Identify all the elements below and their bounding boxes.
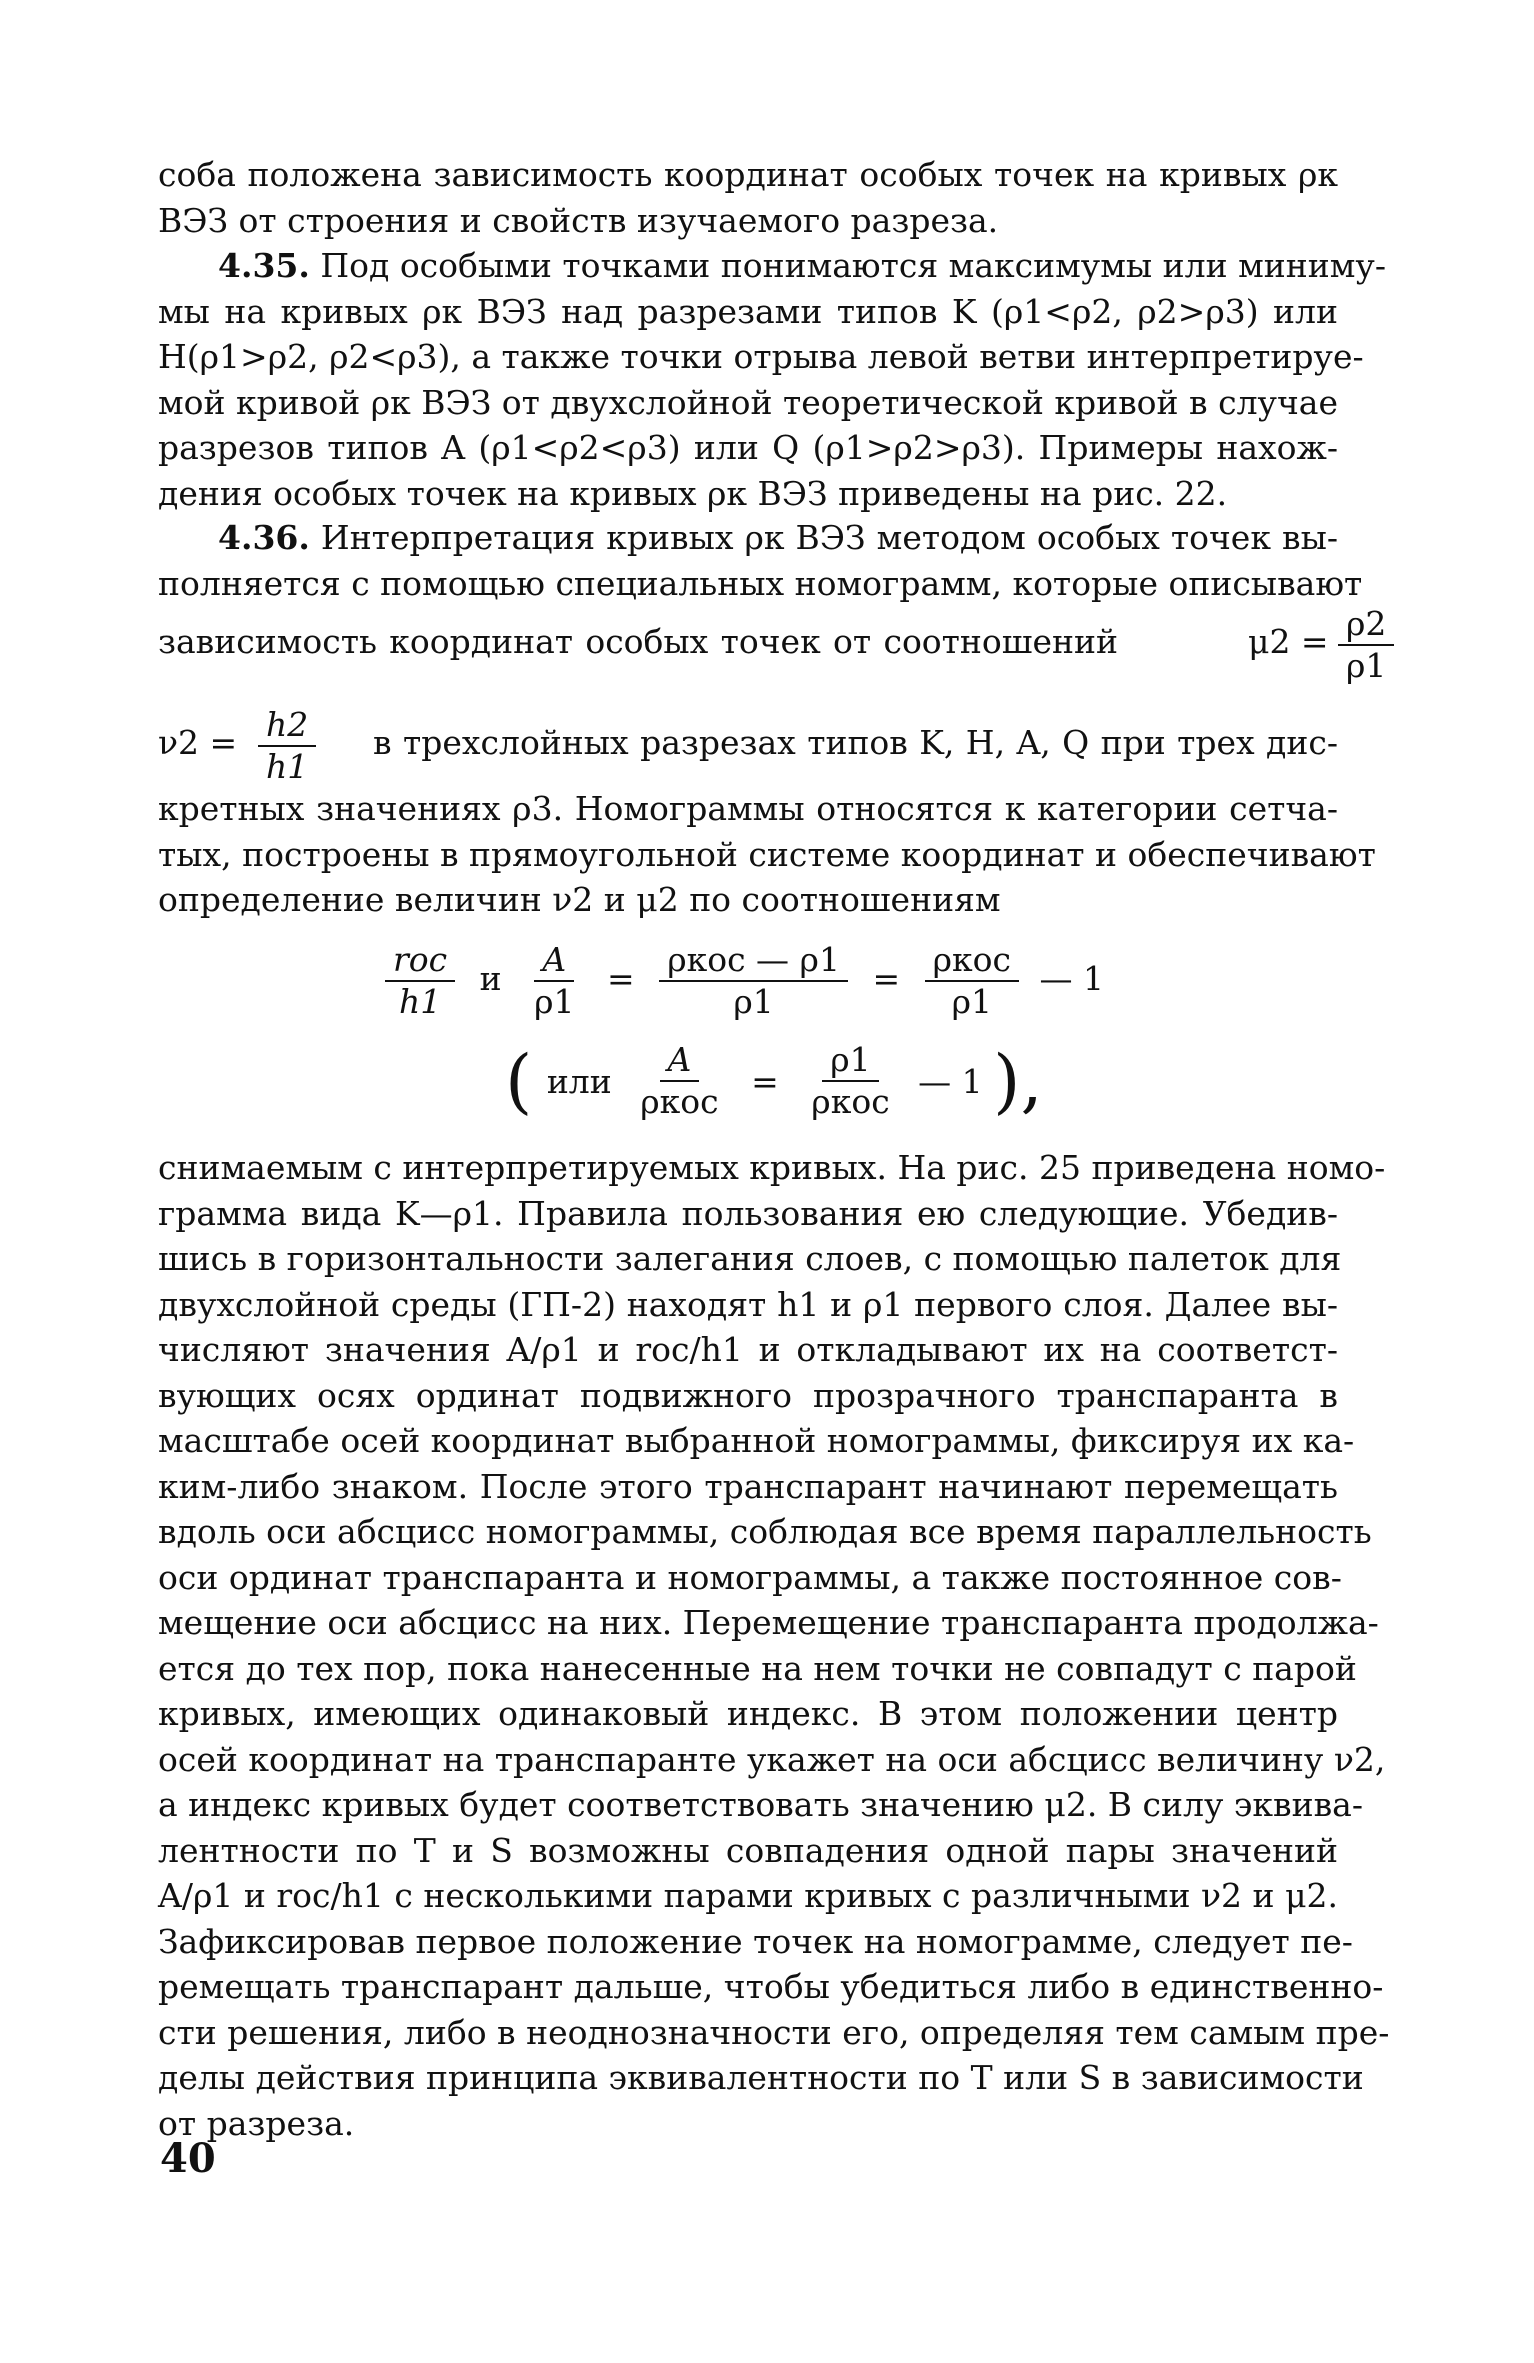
- formula-alternative: [505, 1040, 1043, 1122]
- fraction-a-over-rho: [526, 940, 582, 1022]
- text-line: тых, построены в прямоугольной системе координат и обеспечивают: [158, 834, 1376, 874]
- fraction-numerator: A: [660, 1040, 700, 1082]
- fraction-denominator: ρ1: [951, 982, 992, 1021]
- formula-tail: — 1: [1039, 959, 1104, 998]
- fraction-numerator: A: [534, 940, 574, 982]
- text-line-content: Интерпретация кривых ρк ВЭЗ методом особых точек вы-: [309, 518, 1338, 557]
- fraction-numerator: ρкос: [925, 940, 1019, 982]
- text-line: полняется с помощью специальных номограмм, которые описывают: [158, 563, 1363, 603]
- fraction-a-over-rho-kos: [632, 1040, 726, 1122]
- equals-sign: =: [607, 959, 635, 998]
- equals-sign: =: [872, 959, 901, 998]
- text-line: числяют значения A/ρ1 и rос/h1 и откладывают их на соответст-: [158, 1330, 1338, 1369]
- nu2-label: ν2 =: [158, 723, 238, 762]
- close-paren: ),: [993, 1040, 1043, 1122]
- text-line: шись в горизонтальности залегания слоев, с помощью палеток для: [158, 1239, 1342, 1278]
- fraction-denominator: h1: [398, 982, 442, 1021]
- text-line: определение величин ν2 и μ2 по соотношениям: [158, 880, 1001, 919]
- text-line: [158, 243, 1386, 289]
- formula-ratios: [385, 940, 1104, 1022]
- text-line: мещение оси абсцисс на них. Перемещение транспаранта продолжа-: [158, 1603, 1379, 1642]
- paragraph-4-36: [158, 515, 1363, 606]
- text-line: осей координат на транспаранте укажет на оси абсцисс величину ν2,: [158, 1739, 1386, 1779]
- fraction-numerator: h2: [258, 705, 316, 747]
- fraction-denominator: ρ1: [1346, 646, 1387, 685]
- text-line: ВЭЗ от строения и свойств изучаемого разреза.: [158, 200, 999, 240]
- text-line: грамма вида K—ρ1. Правила пользования ею следующие. Убедив-: [158, 1193, 1338, 1233]
- fraction-denominator: ρ1: [534, 982, 575, 1021]
- section-number: 4.35.: [218, 246, 310, 285]
- text-line: снимаемым с интерпретируемых кривых. На рис. 25 приведена номо-: [158, 1148, 1386, 1187]
- formula-tail: — 1: [918, 1061, 983, 1101]
- fraction-numerator: rос: [385, 940, 455, 982]
- text-line: лентности по T и S возможны совпадения одной пары значений: [158, 1830, 1338, 1870]
- nu2-fraction: [258, 705, 316, 787]
- text-line: мой кривой ρк ВЭЗ от двухслойной теоретической кривой в случае: [158, 382, 1338, 422]
- text-line: мы на кривых ρк ВЭЗ над разрезами типов K (ρ1<ρ2, ρ2>ρ3) или: [158, 291, 1338, 331]
- fraction-denominator: ρкос: [640, 1082, 719, 1121]
- text-line: разрезов типов A (ρ1<ρ2<ρ3) или Q (ρ1>ρ2>ρ3). Примеры нахож-: [158, 428, 1338, 467]
- fraction-rho-ratio: [925, 940, 1019, 1022]
- text-line-content: Под особыми точками понимаются максимумы или миниму-: [309, 246, 1386, 285]
- text-line: зависимость координат особых точек от соотношений: [158, 622, 1118, 661]
- text-line: масштабе осей координат выбранной номограммы, фиксируя их ка-: [158, 1421, 1355, 1460]
- text-line: а индекс кривых будет соответствовать значению μ2. В силу эквива-: [158, 1785, 1363, 1824]
- fraction-difference: [659, 940, 848, 1022]
- text-line: от разреза.: [158, 2103, 355, 2143]
- text-line: делы действия принципа эквивалентности по T или S в зависимости: [158, 2058, 1364, 2097]
- open-paren: (: [505, 1040, 533, 1122]
- paragraph-intro: [158, 152, 1338, 243]
- fraction-denominator: h1: [266, 747, 309, 786]
- text-line: сти решения, либо в неоднозначности его, определяя тем самым пре-: [158, 2012, 1390, 2052]
- text-line: Зафиксировав первое положение точек на номограмме, следует пе-: [158, 1921, 1353, 1961]
- text-line: вдоль оси абсцисс номограммы, соблюдая все время параллельность: [158, 1512, 1372, 1551]
- text-line: кретных значениях ρ3. Номограммы относятся к категории сетча-: [158, 789, 1338, 828]
- text-line: дения особых точек на кривых ρк ВЭЗ приведены на рис. 22.: [158, 473, 1228, 513]
- equals-sign: =: [751, 1061, 779, 1101]
- mu2-fraction: [1338, 604, 1394, 686]
- text-line: [158, 515, 1338, 561]
- text-line: кривых, имеющих одинаковый индекс. В этом положении центр: [158, 1694, 1338, 1733]
- fraction-numerator: ρ2: [1338, 604, 1394, 646]
- fraction-denominator: ρ1: [733, 982, 774, 1021]
- fraction-denominator: ρкос: [811, 1082, 890, 1121]
- fraction-numerator: ρкос — ρ1: [659, 940, 848, 982]
- text-line: соба положена зависимость координат особых точек на кривых ρк: [158, 155, 1338, 194]
- mu2-label: μ2 =: [1248, 622, 1329, 661]
- page-number: 40: [160, 2135, 216, 2182]
- fraction-numerator: ρ1: [822, 1040, 878, 1082]
- paragraph-4-36-continued: [158, 786, 1376, 923]
- text-line: ремещать транспарант дальше, чтобы убедиться либо в единственно-: [158, 1967, 1384, 2006]
- paragraph-4-35: [158, 243, 1386, 516]
- text-line: вующих осях ординат подвижного прозрачного транспаранта в: [158, 1375, 1338, 1415]
- paragraph-nomogram-usage: [158, 1145, 1390, 2146]
- text-line: двухслойной среды (ГП-2) находят h1 и ρ1 первого слоя. Далее вы-: [158, 1284, 1338, 1324]
- conjunction: и: [479, 959, 502, 998]
- section-number: 4.36.: [218, 518, 310, 557]
- fraction-rho1-over-rho-kos: [803, 1040, 897, 1122]
- text-line: ким-либо знаком. После этого транспарант начинают перемещать: [158, 1466, 1338, 1506]
- text-line: A/ρ1 и rос/h1 с несколькими парами кривых с различными ν2 и μ2.: [158, 1876, 1338, 1915]
- text-line: оси ординат транспаранта и номограммы, а также постоянное сов-: [158, 1557, 1342, 1597]
- conjunction: или: [546, 1061, 612, 1101]
- text-line: в трехслойных разрезах типов K, H, A, Q при трех дис-: [373, 723, 1338, 762]
- text-line: ется до тех пор, пока нанесенные на нем точки не совпадут с парой: [158, 1648, 1357, 1688]
- fraction-r-over-h: [385, 940, 455, 1022]
- text-line: H(ρ1>ρ2, ρ2<ρ3), а также точки отрыва левой ветви интерпретируе-: [158, 337, 1364, 376]
